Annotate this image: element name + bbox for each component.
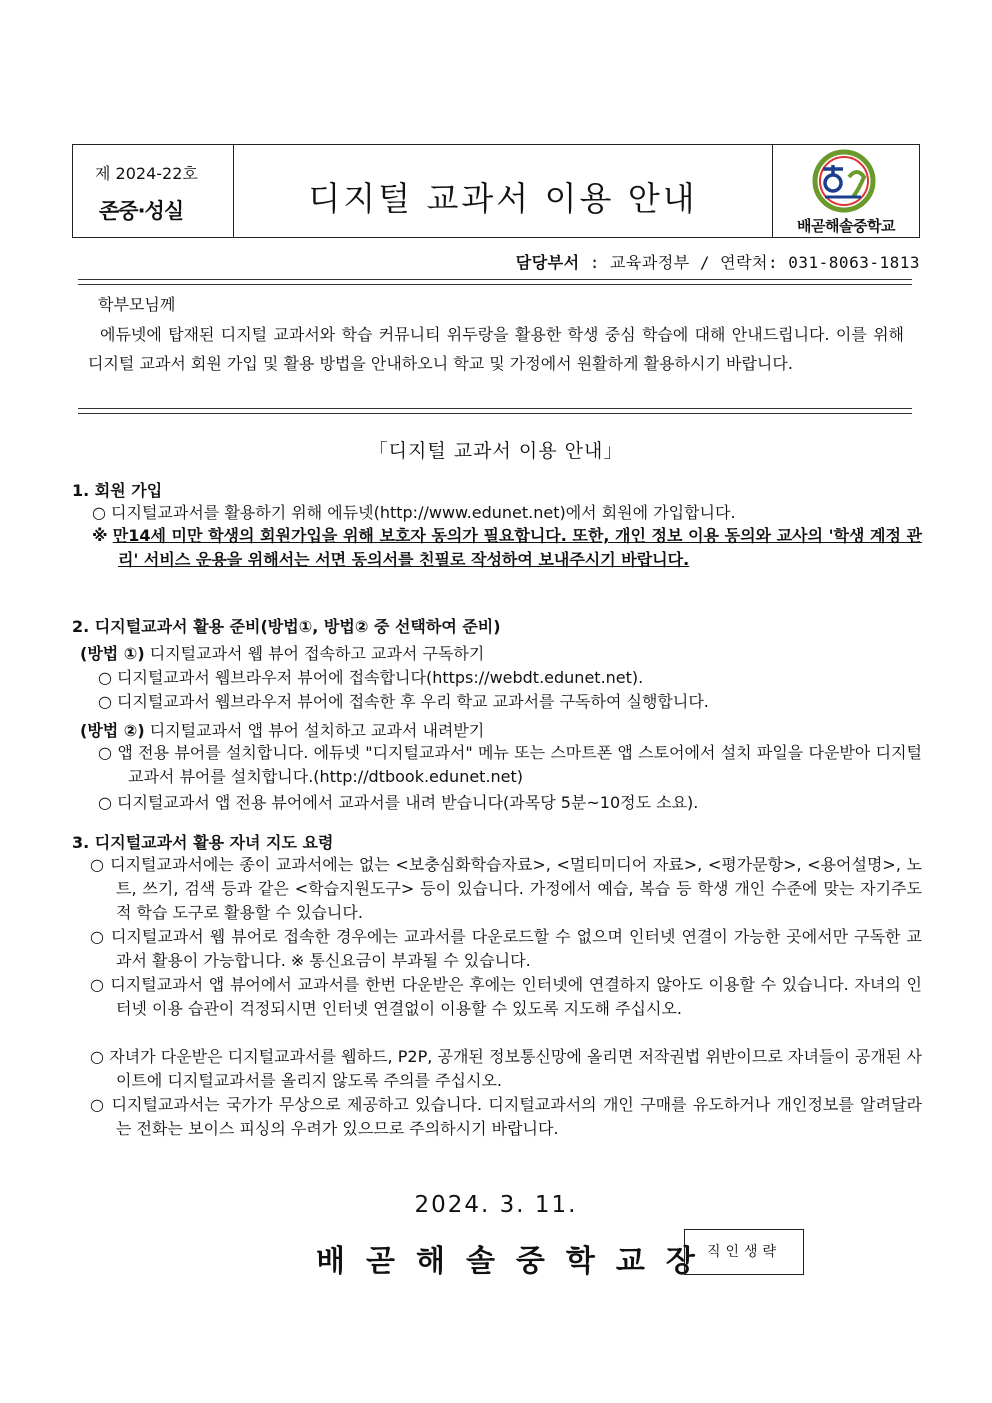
method1-item2: ○ 디지털교과서 웹브라우저 뷰어에 접속한 후 우리 학교 교과서를 구독하여 실행합니다.: [98, 692, 709, 711]
page-title: 디지털 교과서 이용 안내: [308, 179, 698, 218]
logo-cell: [772, 145, 919, 237]
note-mark: ※: [92, 526, 108, 545]
greeting: 학부모님께: [98, 295, 176, 314]
section3-item: ○ 디지털교과서에는 종이 교과서에는 없는 <보충심화학습자료>, <멀티미디어 자료>, <평가문항>, <용어설명>, 노트, 쓰기, 검색 등과 같은 <학습지원도구> 등이 있습니다. 가정에서 예습, 복습 등 학생 개인 수준에 맞는 자기주도적 학습 도구로 활용할 수 있습니다.: [90, 855, 922, 922]
divider-top: [78, 279, 912, 285]
section1-note: [92, 524, 922, 572]
method1-label: (방법 ①): [80, 644, 145, 663]
section3-heading: 3. 디지털교과서 활용 자녀 지도 요령: [72, 833, 334, 852]
contact-line: [516, 250, 920, 273]
method1-text: 디지털교과서 웹 뷰어 접속하고 교과서 구독하기: [144, 644, 485, 663]
section1-heading: 1. 회원 가입: [72, 481, 163, 500]
section3-item: ○ 디지털교과서 앱 뷰어에서 교과서를 한번 다운받은 후에는 인터넷에 연결하지 않아도 이용할 수 있습니다. 자녀의 인터넷 이용 습관이 걱정되시면 인터넷 연결없이 이용할 수 있도록 지도해 주십시오.: [90, 975, 922, 1018]
school-logo-icon: [809, 149, 879, 213]
doc-number-cell: [73, 145, 234, 237]
section3-item: ○ 자녀가 다운받은 디지털교과서를 웹하드, P2P, 공개된 정보통신망에 올리면 저작권법 위반이므로 자녀들이 공개된 사이트에 디지털교과서를 올리지 않도록 주의를 주십시오.: [90, 1047, 922, 1090]
signer-name: 배곧해솔중학교장: [316, 1244, 716, 1279]
department-label: 담당부서: [515, 253, 580, 272]
method1-title: [80, 641, 484, 664]
intro-paragraph: 에듀넷에 탑재된 디지털 교과서와 학습 커뮤니티 위두랑을 활용한 학생 중심 학습에 대해 안내드립니다. 이를 위해 디지털 교과서 회원 가입 및 활용 방법을 안내하오니 학교 및 가정에서 원활하게 활용하시기 바랍니다.: [88, 325, 904, 373]
section1-item: ○ 디지털교과서를 활용하기 위해 에듀넷(http://www.edunet.net)에서 회원에 가입합니다.: [92, 503, 736, 522]
contact-text: : 교육과정부 / 연락처: 031-8063-1813: [579, 253, 920, 272]
doc-number: 제 2024-22호: [95, 164, 198, 183]
method2-text: 디지털교과서 앱 뷰어 설치하고 교과서 내려받기: [144, 721, 485, 740]
method2-label: (방법 ②): [80, 721, 145, 740]
section2-heading: 2. 디지털교과서 활용 준비(방법①, 방법② 중 선택하여 준비): [72, 617, 501, 636]
section3-item: ○ 디지털교과서 웹 뷰어로 접속한 경우에는 교과서를 다운로드할 수 없으며 인터넷 연결이 가능한 곳에서만 구독한 교과서 활용이 가능합니다. ※ 통신요금이 부과될 수 있습니다.: [90, 927, 922, 970]
method2-item2: ○ 디지털교과서 앱 전용 뷰어에서 교과서를 내려 받습니다(과목당 5분~10정도 소요).: [98, 793, 699, 812]
method2-item1: ○ 앱 전용 뷰어를 설치합니다. 에듀넷 "디지털교과서" 메뉴 또는 스마트폰 앱 스토어에서 설치 파일을 다운받아 디지털교과서 뷰어를 설치합니다.(http://dtbook.edunet.net): [98, 743, 922, 786]
method1-item1: ○ 디지털교과서 웹브라우저 뷰어에 접속합니다(https://webdt.edunet.net).: [98, 668, 644, 687]
method2-title: [80, 718, 484, 741]
subtitle: 「디지털 교과서 이용 안내」: [368, 440, 624, 462]
divider-bottom: [78, 408, 912, 414]
issue-date: 2024. 3. 11.: [414, 1192, 578, 1218]
school-motto: 존중·성실: [99, 199, 184, 223]
school-name: 배곧해솔중학교: [797, 217, 895, 235]
section1-note-text: 만14세 미만 학생의 회원가입을 위해 보호자 동의가 필요합니다. 또한, 개인 정보 이용 동의와 교사의 '학생 계정 관리' 서비스 운용을 위해서는 서면 동의서를 친필로 작성하여 보내주시기 바랍니다.: [112, 526, 922, 569]
section3-item: ○ 디지털교과서는 국가가 무상으로 제공하고 있습니다. 디지털교과서의 개인 구매를 유도하거나 개인정보를 알려달라는 전화는 보이스 피싱의 우려가 있으므로 주의하시기 바랍니다.: [90, 1095, 922, 1138]
stamp-box: 직인생략: [684, 1229, 804, 1275]
header-box: [72, 144, 920, 238]
